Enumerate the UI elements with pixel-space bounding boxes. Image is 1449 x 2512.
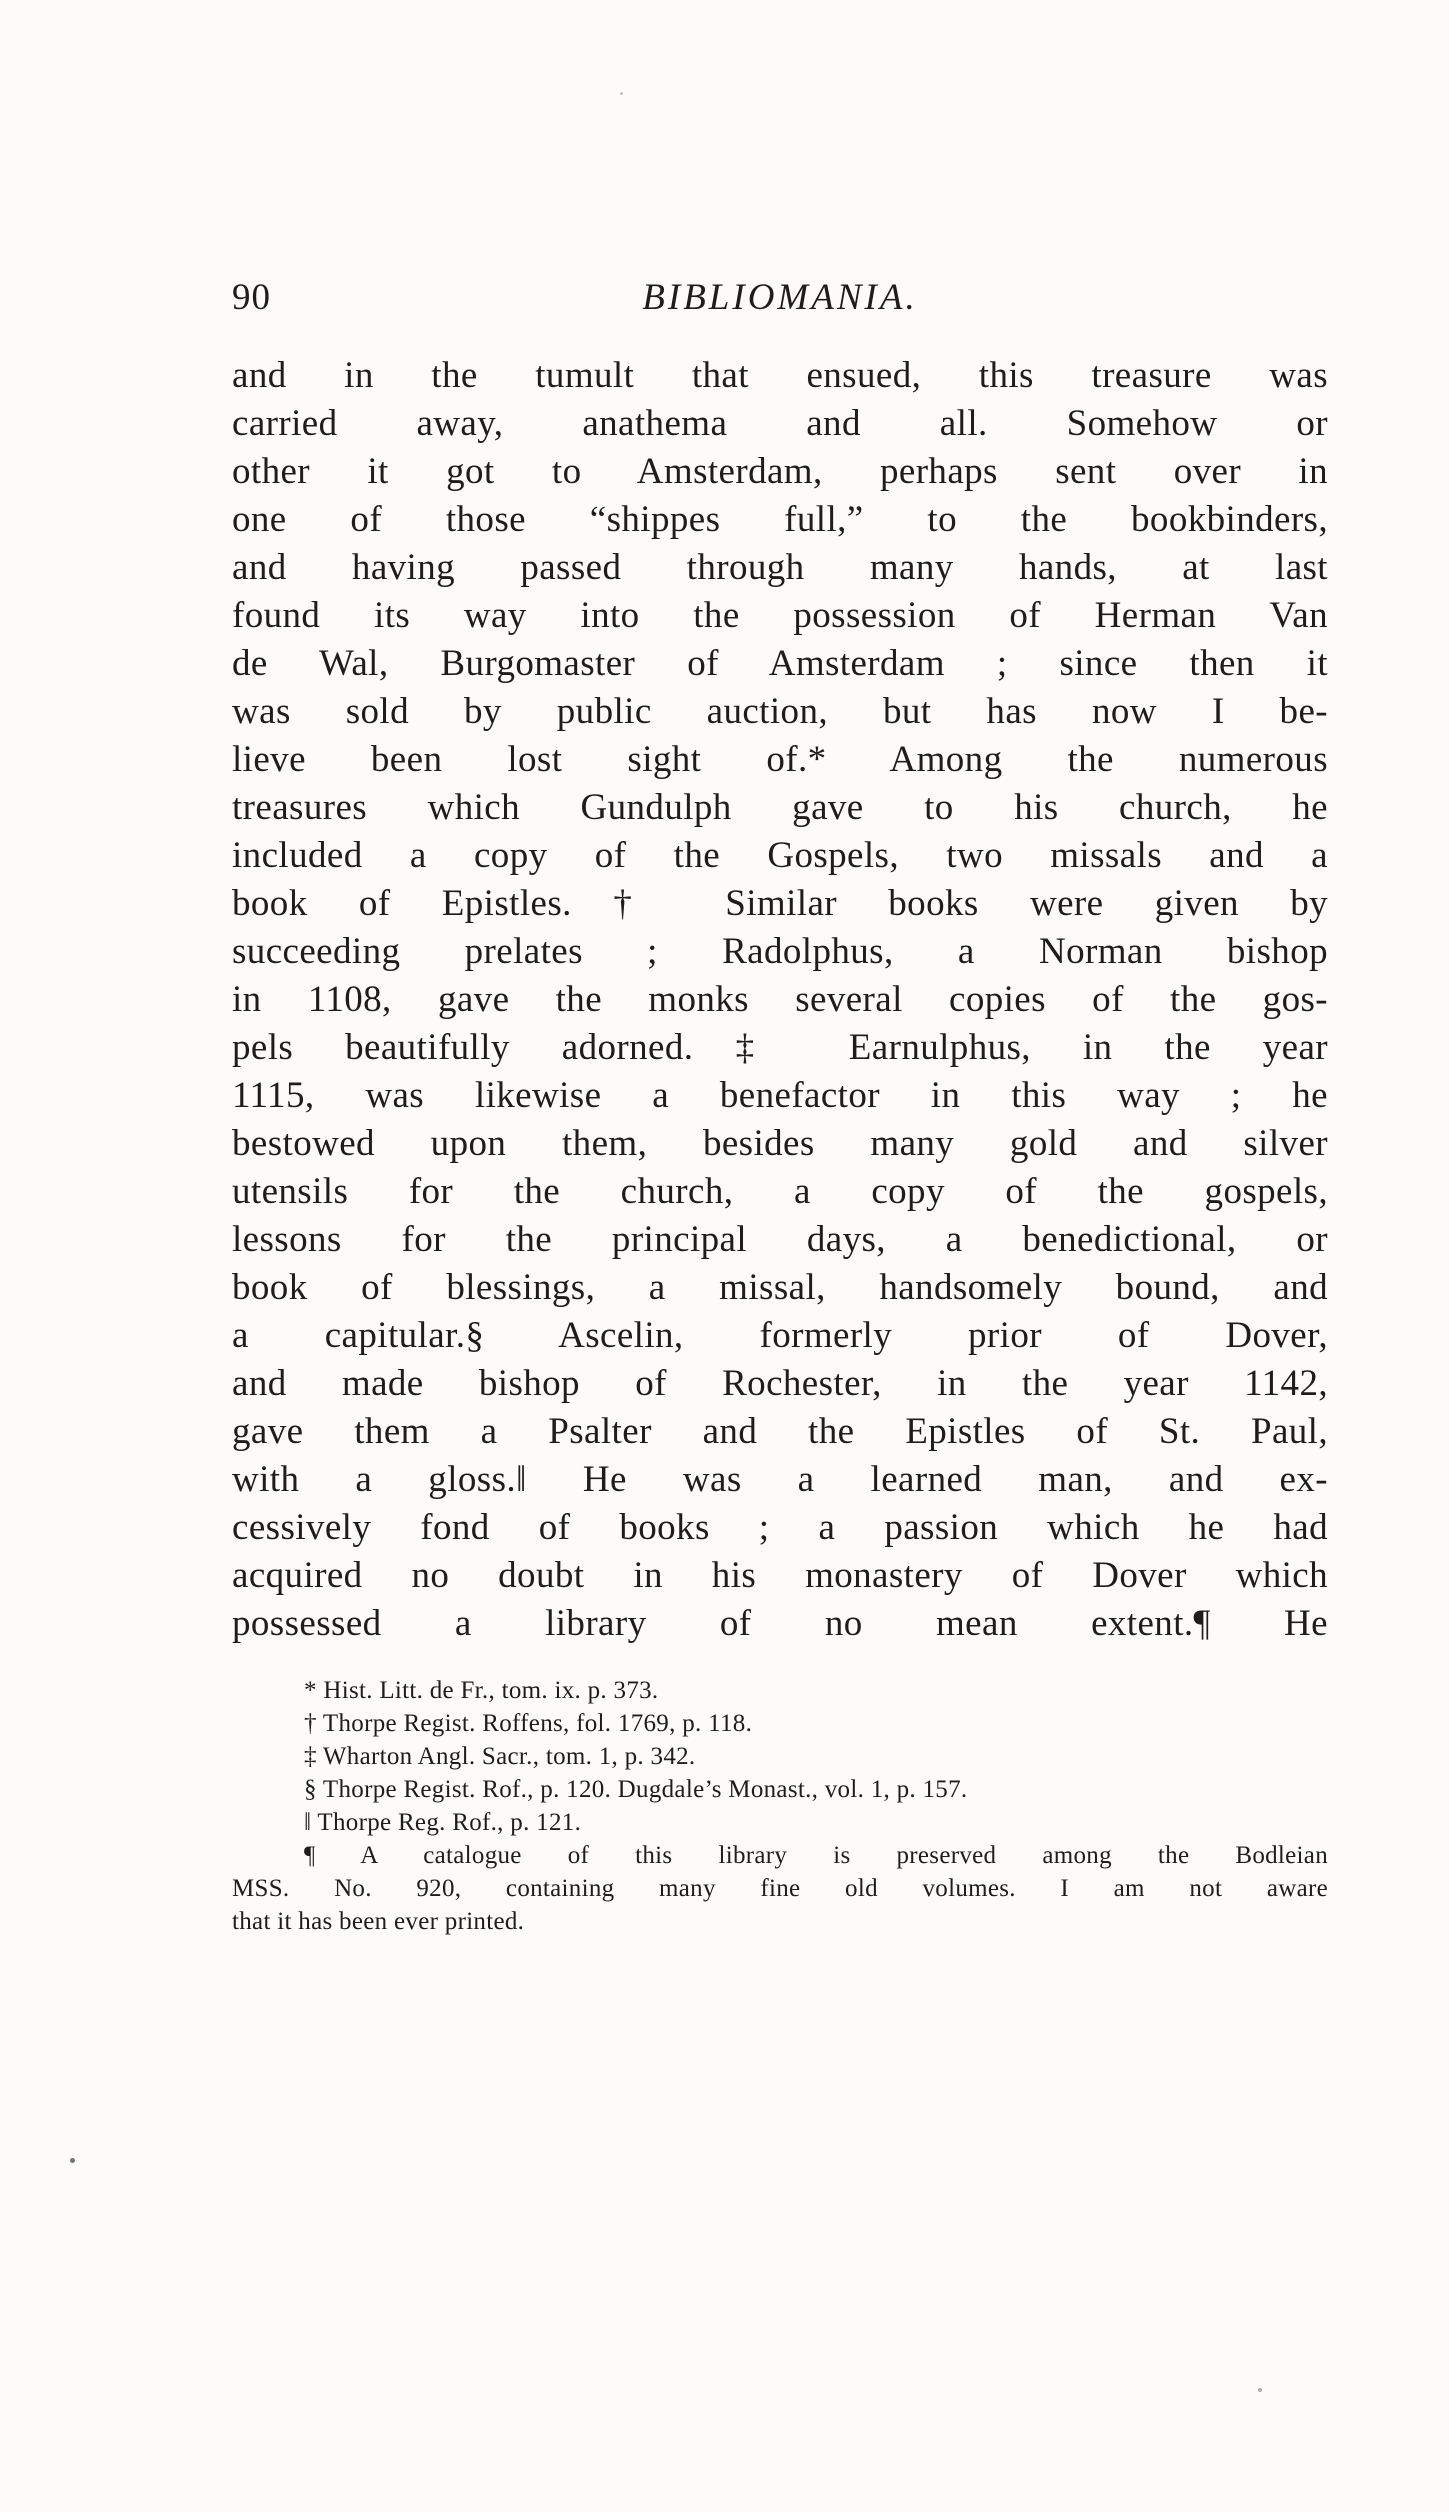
body-line: bestowed upon them, besides many gold and silver	[232, 1123, 1328, 1164]
body-line: acquired no doubt in his monastery of Dover which	[232, 1555, 1328, 1596]
footnote-line: ¶ A catalogue of this library is preserved among the Bodleian	[304, 1842, 1328, 1869]
footnote-line: § Thorpe Regist. Rof., p. 120. Dugdale’s Monast., vol. 1, p. 157.	[304, 1776, 968, 1803]
footnote-line: MSS. No. 920, containing many fine old volumes. I am not aware	[232, 1875, 1328, 1902]
body-line: found its way into the possession of Herman Van	[232, 595, 1328, 636]
body-line: with a gloss.‖ He was a learned man, and ex-	[232, 1459, 1328, 1500]
text-block	[232, 352, 1328, 1938]
body-line: was sold by public auction, but has now I be-	[232, 691, 1328, 732]
body-line: book of Epistles.† Similar books were given by	[232, 883, 1328, 924]
body-line: gave them a Psalter and the Epistles of St. Paul,	[232, 1411, 1328, 1452]
body-line: de Wal, Burgomaster of Amsterdam ; since then it	[232, 643, 1328, 684]
running-title: BIBLIOMANIA.	[642, 277, 918, 318]
body-line: and having passed through many hands, at last	[232, 547, 1328, 588]
body-line: in 1108, gave the monks several copies of the gos-	[232, 979, 1328, 1020]
running-header	[232, 276, 1328, 324]
body-line: a capitular.§ Ascelin, formerly prior of Dover,	[232, 1315, 1328, 1356]
body-line: other it got to Amsterdam, perhaps sent over in	[232, 451, 1328, 492]
body-line: book of blessings, a missal, handsomely bound, and	[232, 1267, 1328, 1308]
body-line: utensils for the church, a copy of the gospels,	[232, 1171, 1328, 1212]
footnote-line: that it has been ever printed.	[232, 1908, 525, 1935]
body-line: included a copy of the Gospels, two missals and a	[232, 835, 1328, 876]
body-line: pels beautifully adorned.‡ Earnulphus, in the year	[232, 1027, 1328, 1068]
body-line: one of those “shippes full,” to the bookbinders,	[232, 499, 1328, 540]
body-line: cessively fond of books ; a passion which he had	[232, 1507, 1328, 1548]
scan-speck	[70, 2158, 75, 2163]
footnote-line: ‖ Thorpe Reg. Rof., p. 121.	[304, 1809, 582, 1836]
body-line: lieve been lost sight of.* Among the numerous	[232, 739, 1328, 780]
body-line: and made bishop of Rochester, in the year 1142,	[232, 1363, 1328, 1404]
footnote-line: * Hist. Litt. de Fr., tom. ix. p. 373.	[304, 1677, 659, 1704]
body-line: carried away, anathema and all. Somehow or	[232, 403, 1328, 444]
body-line: 1115, was likewise a benefactor in this way ; he	[232, 1075, 1328, 1116]
scan-speck	[620, 92, 623, 95]
footnote-line: ‡ Wharton Angl. Sacr., tom. 1, p. 342.	[304, 1743, 696, 1770]
body-line: and in the tumult that ensued, this treasure was	[232, 355, 1328, 396]
scan-speck	[1258, 2388, 1262, 2392]
page-number: 90	[232, 277, 271, 318]
body-line: treasures which Gundulph gave to his church, he	[232, 787, 1328, 828]
footnote-line: † Thorpe Regist. Roffens, fol. 1769, p. 118.	[304, 1710, 753, 1737]
body-text	[232, 352, 1328, 1648]
footnotes	[232, 1674, 1328, 1938]
body-line: possessed a library of no mean extent.¶ He	[232, 1603, 1328, 1644]
body-line: lessons for the principal days, a benedictional, or	[232, 1219, 1328, 1260]
body-line: succeeding prelates ; Radolphus, a Norman bishop	[232, 931, 1328, 972]
